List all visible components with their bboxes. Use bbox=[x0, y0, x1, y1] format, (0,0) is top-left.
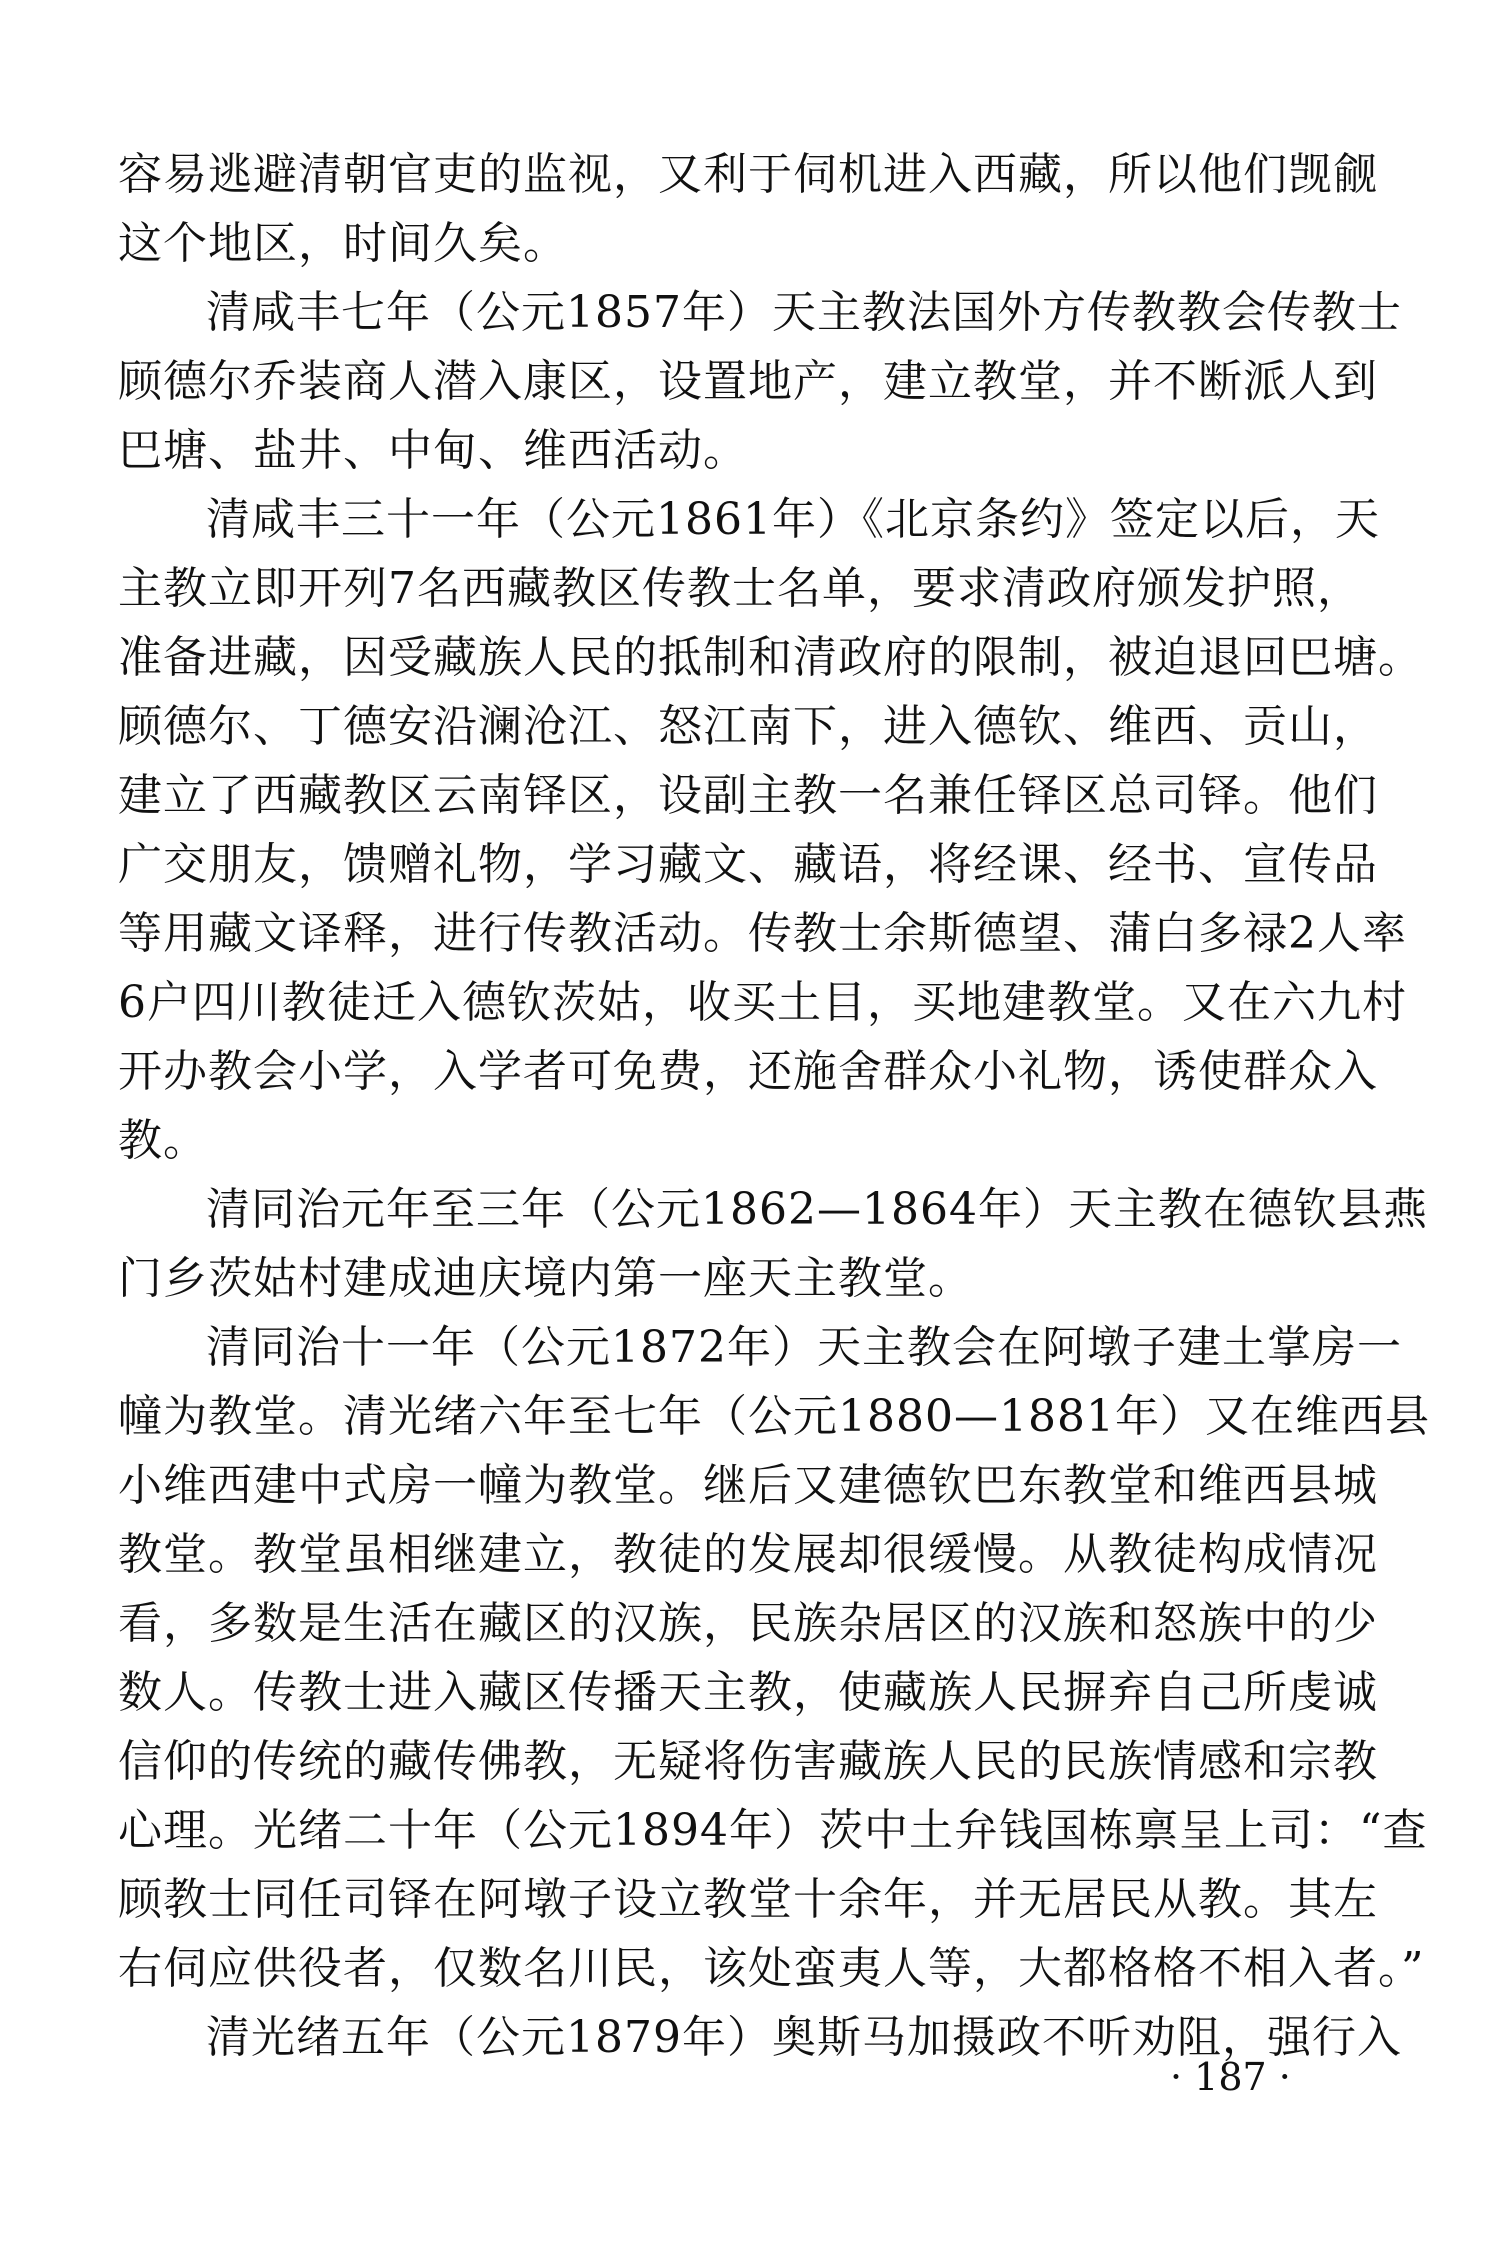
text-line: 顾教士同任司铎在阿墩子设立教堂十余年，并无居民从教。其左 bbox=[118, 1874, 1378, 1925]
text-line: 门乡茨姑村建成迪庆境内第一座天主教堂。 bbox=[118, 1253, 973, 1304]
text-line: 等用藏文译释，进行传教活动。传教士余斯德望、蒲白多禄2人率 bbox=[118, 908, 1407, 959]
text-line: 容易逃避清朝官吏的监视，又利于伺机进入西藏，所以他们觊觎 bbox=[118, 149, 1378, 200]
text-line: 巴塘、盐井、中甸、维西活动。 bbox=[118, 425, 748, 476]
text-line: 信仰的传统的藏传佛教，无疑将伤害藏族人民的民族情感和宗教 bbox=[118, 1736, 1378, 1787]
text-line: 顾德尔、丁德安沿澜沧江、怒江南下，进入德钦、维西、贡山， bbox=[118, 701, 1378, 752]
text-line: 开办教会小学，入学者可免费，还施舍群众小礼物，诱使群众入 bbox=[118, 1046, 1378, 1097]
text-line: 清咸丰七年（公元1857年）天主教法国外方传教教会传教士 bbox=[206, 287, 1402, 338]
text-line: 看，多数是生活在藏区的汉族，民族杂居区的汉族和怒族中的少 bbox=[118, 1598, 1378, 1649]
text-line: 清光绪五年（公元1879年）奥斯马加摄政不听劝阻，强行入 bbox=[206, 2012, 1402, 2063]
page-number: · 187 · bbox=[1170, 2055, 1291, 2099]
text-line: 准备进藏，因受藏族人民的抵制和清政府的限制，被迫退回巴塘。 bbox=[118, 632, 1423, 683]
text-line: 这个地区，时间久矣。 bbox=[118, 218, 568, 269]
body-text bbox=[118, 140, 1430, 2072]
text-line: 顾德尔乔装商人潜入康区，设置地产，建立教堂，并不断派人到 bbox=[118, 356, 1378, 407]
text-line: 清咸丰三十一年（公元1861年）《北京条约》签定以后，天 bbox=[206, 494, 1380, 545]
text-line: 广交朋友，馈赠礼物，学习藏文、藏语，将经课、经书、宣传品 bbox=[118, 839, 1378, 890]
text-line: 右伺应供役者，仅数名川民，该处蛮夷人等，大都格格不相入者。” bbox=[118, 1943, 1425, 1994]
text-line: 主教立即开列7名西藏教区传教士名单，要求清政府颁发护照， bbox=[118, 563, 1362, 614]
text-line: 教。 bbox=[118, 1115, 208, 1166]
text-line: 清同治元年至三年（公元1862—1864年）天主教在德钦县燕 bbox=[206, 1184, 1428, 1235]
text-line: 教堂。教堂虽相继建立，教徒的发展却很缓慢。从教徒构成情况 bbox=[118, 1529, 1378, 1580]
text-line: 建立了西藏教区云南铎区，设副主教一名兼任铎区总司铎。他们 bbox=[118, 770, 1378, 821]
text-line: 清同治十一年（公元1872年）天主教会在阿墩子建土掌房一 bbox=[206, 1322, 1402, 1373]
text-line: 心理。光绪二十年（公元1894年）茨中土弁钱国栋禀呈上司：“查 bbox=[118, 1805, 1428, 1856]
text-line: 小维西建中式房一幢为教堂。继后又建德钦巴东教堂和维西县城 bbox=[118, 1460, 1378, 1511]
text-line: 6户四川教徒迁入德钦茨姑，收买土目，买地建教堂。又在六九村 bbox=[118, 977, 1407, 1028]
text-line: 幢为教堂。清光绪六年至七年（公元1880—1881年）又在维西县 bbox=[118, 1391, 1430, 1442]
text-line: 数人。传教士进入藏区传播天主教，使藏族人民摒弃自己所虔诚 bbox=[118, 1667, 1378, 1718]
